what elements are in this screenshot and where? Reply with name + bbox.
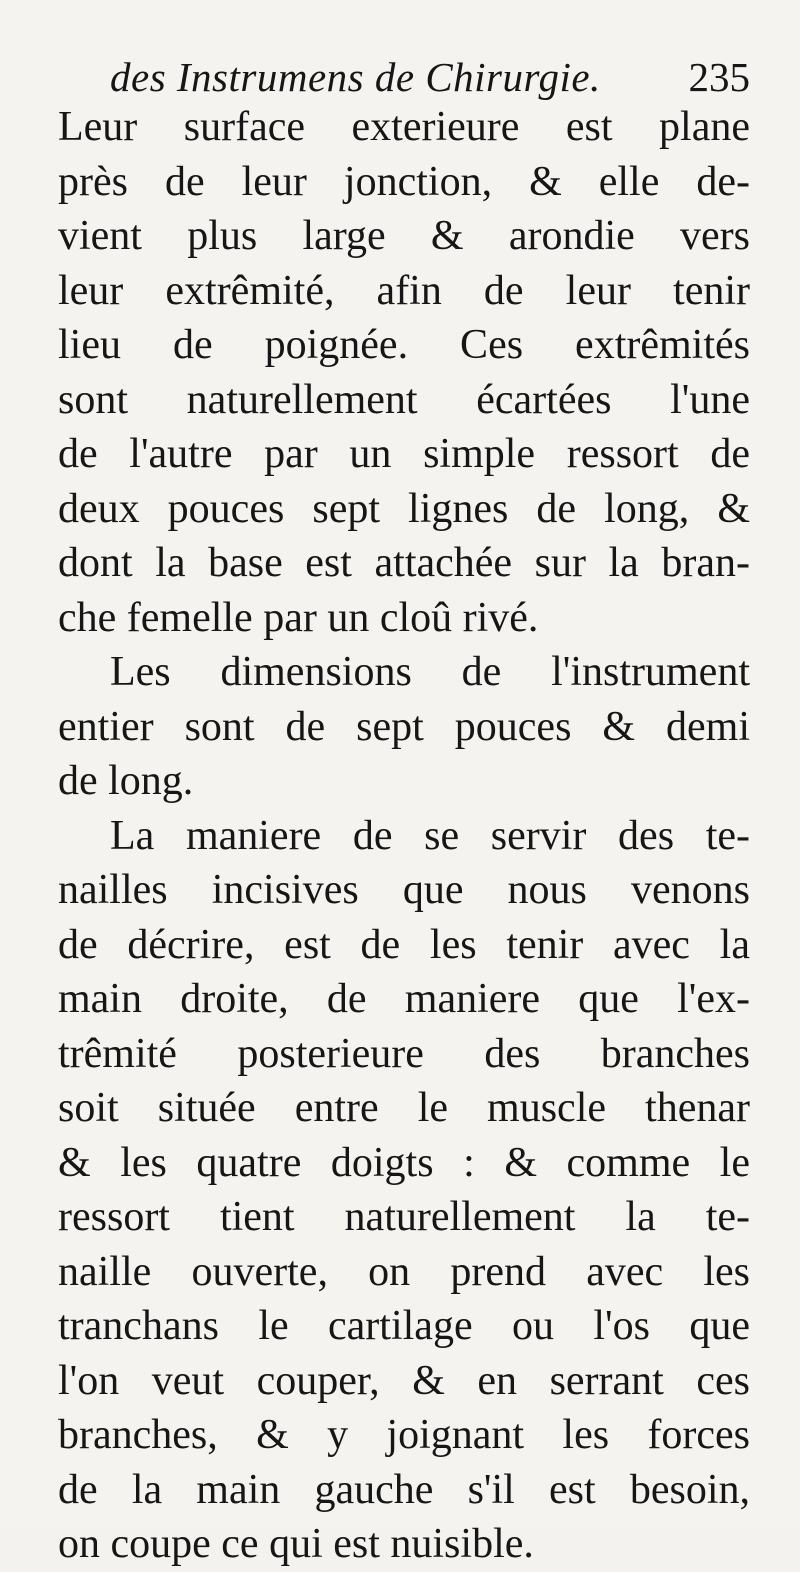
text-line: main droite, de maniere que l'ex-	[58, 976, 750, 1022]
running-head	[110, 52, 750, 102]
text-line: dont la base est attachée sur la bran-	[58, 540, 750, 586]
text-line: trêmité posterieure des branches	[58, 1030, 750, 1077]
text-line: de l'autre par un simple ressort de	[58, 431, 750, 477]
paragraph-1	[58, 100, 750, 645]
text-line: La maniere de se servir des te-	[110, 812, 750, 859]
paragraph-3	[58, 809, 750, 1572]
text-line: Leur surface exterieure est plane	[58, 104, 750, 150]
text-line: & les quatre doigts : & comme le	[58, 1139, 750, 1186]
text-line: ressort tient naturellement la te-	[58, 1194, 750, 1240]
text-line: l'on veut couper, & en serrant ces	[58, 1357, 750, 1404]
text-line: sont naturellement écartées l'une	[58, 376, 750, 423]
text-line: che femelle par un cloû rivé.	[58, 594, 539, 641]
text-line: près de leur jonction, & elle de-	[58, 158, 750, 205]
text-line: on coupe ce qui est nuisible.	[58, 1521, 534, 1567]
text-line: nailles incisives que nous venons	[58, 867, 750, 913]
text-line: branches, & y joignant les forces	[58, 1412, 750, 1458]
text-line: de décrire, est de les tenir avec la	[58, 921, 750, 968]
text-line: de la main gauche s'il est besoin,	[58, 1466, 750, 1513]
text-line: de long.	[58, 758, 194, 804]
text-line: leur extrêmité, afin de leur tenir	[58, 267, 750, 314]
text-line: entier sont de sept pouces & demi	[58, 703, 750, 750]
page-number: 235	[688, 54, 750, 100]
text-line: naille ouverte, on prend avec les	[58, 1248, 750, 1295]
paragraph-2	[58, 645, 750, 809]
text-line: deux pouces sept lignes de long, &	[58, 485, 750, 532]
text-line: Les dimensions de l'instrument	[110, 649, 750, 695]
text-line: soit située entre le muscle thenar	[58, 1085, 750, 1131]
body-text	[58, 100, 750, 1572]
text-line: lieu de poignée. Ces extrêmités	[58, 322, 750, 368]
text-line: vient plus large & arondie vers	[58, 213, 750, 259]
running-title: des Instrumens de Chirurgie.	[110, 54, 601, 100]
text-line: tranchans le cartilage ou l'os que	[58, 1303, 750, 1349]
